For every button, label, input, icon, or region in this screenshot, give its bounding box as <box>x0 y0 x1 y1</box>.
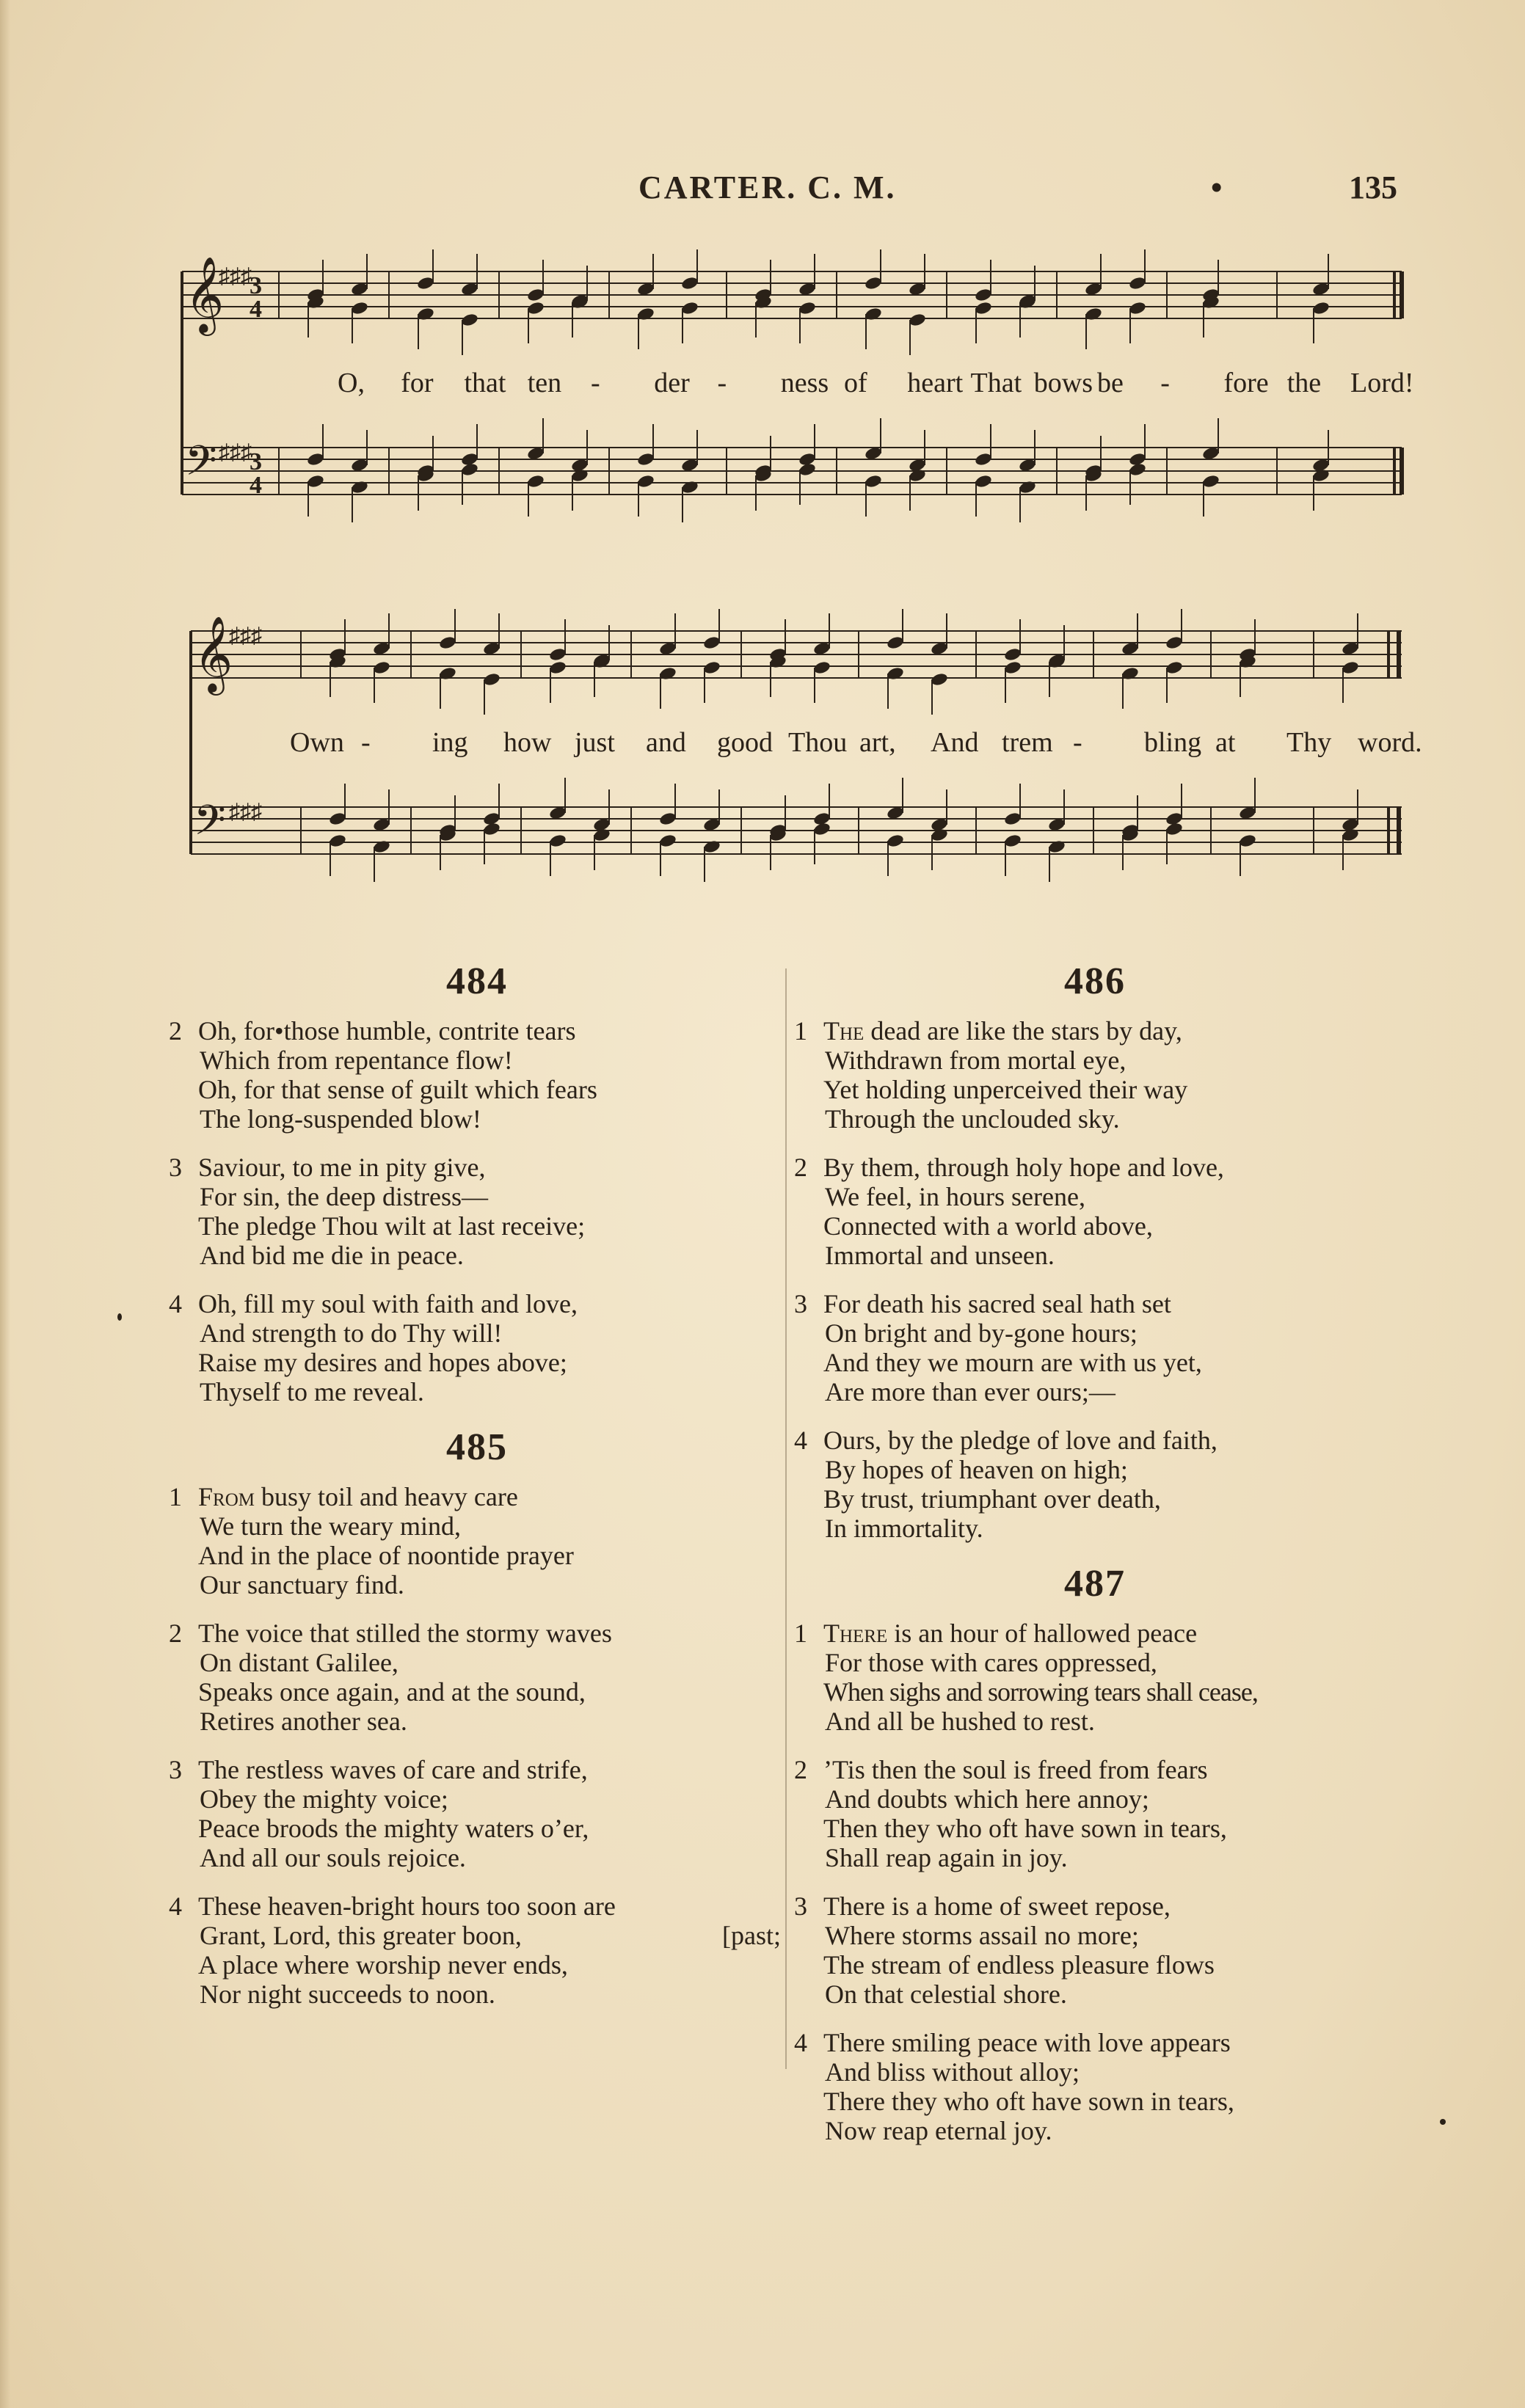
stanza-number: 3 <box>169 1755 182 1784</box>
note-head <box>658 833 677 849</box>
note-head <box>886 833 904 849</box>
stanza <box>169 1289 785 1407</box>
verse-line: busy toil and heavy care <box>254 1482 518 1511</box>
lyric-syllable: ing <box>432 727 468 758</box>
stanza <box>794 1016 1396 1134</box>
lyric-syllable: - <box>591 368 600 398</box>
verse-line: Connected with a world above, <box>823 1211 1153 1241</box>
tune-title: CARTER. C. M. <box>638 169 897 205</box>
verse-line: Where storms assail no more; <box>825 1921 1139 1950</box>
verse-line: Withdrawn from mortal eye, <box>825 1046 1127 1075</box>
verse-line: There is a home of sweet repose, <box>823 1891 1171 1921</box>
stanza <box>794 1426 1396 1543</box>
lyric-syllable: art, <box>859 727 896 758</box>
note-head <box>1003 811 1022 827</box>
note-head <box>1128 462 1146 478</box>
first-word: There <box>823 1619 888 1648</box>
lyric-syllable: - <box>717 368 727 398</box>
note-head <box>974 288 992 303</box>
stanza-number: 2 <box>169 1619 182 1648</box>
note-head <box>812 660 831 676</box>
note-head <box>1018 480 1036 495</box>
verse-line: For sin, the deep distress— <box>200 1182 488 1211</box>
bass-staff-2 <box>191 807 1402 854</box>
note-head <box>416 276 434 291</box>
stanza <box>794 1891 1396 2009</box>
note-head <box>636 307 655 322</box>
note-head <box>1311 468 1330 484</box>
verse-line: And bid me die in peace. <box>200 1241 464 1270</box>
verse-line: And doubts which here annoy; <box>825 1784 1149 1814</box>
note-head <box>702 660 721 676</box>
lyric-syllable: - <box>1160 368 1170 398</box>
verse-line: For death his sacred seal hath set <box>823 1289 1171 1318</box>
bass-clef-icon: 𝄢 <box>194 798 226 853</box>
verse-line: The long-suspended blow! <box>200 1104 481 1134</box>
lyric-syllable: at <box>1215 727 1236 758</box>
hymn-486 <box>794 960 1396 1543</box>
verse-line: On that celestial shore. <box>825 1980 1067 2009</box>
stanza-number: 1 <box>169 1482 182 1511</box>
note-head <box>702 635 721 651</box>
treble-clef-icon: 𝄞 <box>194 619 233 691</box>
treble-clef-icon: 𝄞 <box>185 259 225 332</box>
note-head <box>974 301 992 316</box>
music-system-1 <box>169 249 1414 565</box>
note-head <box>526 288 545 303</box>
lyric-syllable: - <box>361 727 371 758</box>
header-dot: • <box>1211 169 1223 205</box>
stanza-number: 2 <box>169 1016 182 1046</box>
verse-line: The restless waves of care and strife, <box>198 1755 588 1784</box>
verse-line: And in the place of noontide prayer <box>198 1541 574 1570</box>
stanza <box>169 1482 785 1599</box>
lyric-syllable: ness <box>780 368 829 398</box>
note-head <box>930 672 948 687</box>
stanza <box>169 1016 785 1134</box>
verse-line: We feel, in hours serene, <box>825 1182 1085 1211</box>
note-head <box>1003 660 1022 676</box>
note-head <box>526 474 545 489</box>
bass-clef-icon: 𝄢 <box>185 438 217 494</box>
lyric-syllable: that <box>464 368 506 398</box>
verse-line: Through the unclouded sky. <box>825 1104 1120 1134</box>
verse-line: For those with cares oppressed, <box>825 1648 1157 1677</box>
time-signature-bottom: 4 <box>250 296 262 323</box>
stanza <box>794 2028 1396 2145</box>
stanza-number: 2 <box>794 1153 807 1182</box>
hymn-number: 486 <box>1064 960 1126 1002</box>
stanza-number: 4 <box>794 1426 807 1455</box>
treble-staff-2 <box>191 631 1402 678</box>
note-head <box>482 672 501 687</box>
lyric-syllable: And <box>931 727 979 758</box>
stanza-number: 2 <box>794 1755 807 1784</box>
verse-line: There they who oft have sown in tears, <box>823 2087 1234 2116</box>
hymn-484 <box>169 960 785 1407</box>
hymn-number: 487 <box>1064 1563 1126 1605</box>
note-head <box>372 660 390 676</box>
note-head <box>636 452 655 467</box>
key-signature-sharps-icon: ♯♯♯ <box>219 440 252 464</box>
note-head <box>1165 635 1183 651</box>
note-head <box>460 462 478 478</box>
page-gutter-shadow <box>0 0 10 2408</box>
note-head <box>702 839 721 855</box>
note-head <box>908 313 926 328</box>
verse-line: Which from repentance flow! <box>200 1046 513 1075</box>
note-head <box>1165 660 1183 676</box>
lyric-syllable: der <box>654 368 690 398</box>
time-signature-bottom: 4 <box>250 472 262 499</box>
stanza <box>169 1153 785 1270</box>
note-head <box>1003 833 1022 849</box>
verse-line: Are more than ever ours;— <box>825 1377 1115 1407</box>
verse-line: Retires another sea. <box>200 1707 407 1736</box>
ink-speck <box>117 1313 122 1321</box>
note-head <box>306 474 324 489</box>
note-head <box>1047 839 1066 855</box>
stanza-number: 4 <box>169 1289 182 1318</box>
verse-line: By trust, triumphant over death, <box>823 1484 1161 1514</box>
stanza <box>794 1153 1396 1270</box>
lyric-syllable: That <box>970 368 1022 398</box>
stanza <box>794 1619 1396 1736</box>
note-head <box>548 660 567 676</box>
lyric-syllable: Thy <box>1286 727 1332 758</box>
verse-line: Now reap eternal joy. <box>825 2116 1052 2145</box>
note-head <box>1311 301 1330 316</box>
stanza <box>169 1619 785 1736</box>
verse-line: When sighs and sorrowing tears shall cease, <box>823 1677 1258 1707</box>
verse-line: is an hour of hallowed peace <box>887 1619 1198 1648</box>
verse-line: We turn the weary mind, <box>200 1511 461 1541</box>
lyric-syllable: O, <box>338 368 365 398</box>
note-head <box>1084 307 1102 322</box>
lyric-syllable: how <box>503 727 552 758</box>
verse-line: Ours, by the pledge of love and faith, <box>823 1426 1218 1455</box>
verse-line: On distant Galilee, <box>200 1648 398 1677</box>
verse-line: In immortality. <box>825 1514 983 1543</box>
note-head <box>526 301 545 316</box>
verse-line: ’Tis then the soul is freed from fears <box>823 1755 1208 1784</box>
note-head <box>798 301 816 316</box>
note-head <box>680 301 699 316</box>
lyric-syllable: be <box>1097 368 1124 398</box>
first-word: The <box>823 1016 865 1046</box>
hymn-487 <box>794 1562 1396 2145</box>
note-head <box>886 666 904 682</box>
stanza-number: 4 <box>169 1891 182 1921</box>
note-head <box>1128 276 1146 291</box>
stanza-number: 1 <box>794 1619 807 1648</box>
stanza <box>794 1289 1396 1407</box>
verse-line: Saviour, to me in pity give, <box>198 1153 486 1182</box>
note-head <box>306 452 324 467</box>
lyric-syllable: bows <box>1033 368 1093 398</box>
stanza-number: 3 <box>169 1153 182 1182</box>
key-signature-sharps-icon: ♯♯♯ <box>229 624 262 648</box>
note-head <box>658 811 677 827</box>
verse-line: The stream of endless pleasure flows <box>823 1950 1215 1980</box>
column-divider <box>785 968 787 2069</box>
verse-line: Thyself to me reveal. <box>200 1377 424 1407</box>
note-head <box>798 462 816 478</box>
lyric-syllable: fore <box>1223 368 1269 398</box>
lyric-syllable: ten <box>527 368 562 398</box>
lyric-syllable: just <box>575 727 615 758</box>
verse-line: Oh, for•those humble, contrite tears <box>198 1016 576 1046</box>
note-head <box>438 666 456 682</box>
lyric-syllable: of <box>844 368 867 398</box>
key-signature-sharps-icon: ♯♯♯ <box>229 800 262 824</box>
lyric-syllable: - <box>1073 727 1082 758</box>
verse-line: dead are like the stars by day, <box>864 1016 1182 1046</box>
note-head <box>1165 822 1183 837</box>
stanza-number: 3 <box>794 1891 807 1921</box>
verse-line: Oh, for that sense of guilt which fears <box>198 1075 597 1104</box>
note-head <box>328 833 346 849</box>
note-head <box>930 828 948 843</box>
hymn-number: 485 <box>446 1426 508 1468</box>
verse-line: Raise my desires and hopes above; <box>198 1348 567 1377</box>
music-staves-1 <box>169 249 1409 565</box>
verse-line: The voice that stilled the stormy waves <box>198 1619 612 1648</box>
verse-line: And they we mourn are with us yet, <box>823 1348 1202 1377</box>
hymn-485 <box>169 1426 785 2009</box>
note-head <box>658 666 677 682</box>
stanza-number: 1 <box>794 1016 807 1046</box>
verse-line: A place where worship never ends, <box>198 1950 568 1980</box>
note-head <box>1121 666 1139 682</box>
verse-line: Grant, Lord, this greater boon, <box>200 1921 522 1950</box>
verse-line: Speaks once again, and at the sound, <box>198 1677 586 1707</box>
note-head <box>886 635 904 651</box>
lyric-syllable: trem <box>1002 727 1053 758</box>
time-signature-top: 3 <box>250 272 262 299</box>
verse-line: Peace broods the mighty waters o’er, <box>198 1814 589 1843</box>
music-system-2 <box>169 609 1422 924</box>
verse-line: The pledge Thou wilt at last receive; <box>198 1211 586 1241</box>
note-head <box>680 276 699 291</box>
note-head <box>864 276 882 291</box>
verse-line: Then they who oft have sown in tears, <box>823 1814 1227 1843</box>
verse-line: Obey the mighty voice; <box>200 1784 448 1814</box>
lyric-syllable: and <box>646 727 686 758</box>
verse-line: Immortal and unseen. <box>825 1241 1055 1270</box>
verse-line: Yet holding unperceived their way <box>823 1075 1188 1104</box>
note-head <box>350 480 368 495</box>
note-head <box>438 635 456 651</box>
verse-line: Shall reap again in joy. <box>825 1843 1068 1872</box>
lyric-syllable: Lord! <box>1350 368 1414 398</box>
lyric-syllable: good <box>717 727 773 758</box>
page-number: 135 <box>1349 169 1397 205</box>
verse-line: And all be hushed to rest. <box>825 1707 1095 1736</box>
note-head <box>1341 660 1359 676</box>
lyric-syllable: for <box>401 368 434 398</box>
verse-line: By them, through holy hope and love, <box>823 1153 1224 1182</box>
note-head <box>328 811 346 827</box>
page-header <box>0 169 1525 213</box>
note-head <box>548 833 567 849</box>
verse-line: Nor night succeeds to noon. <box>200 1980 495 2009</box>
verse-line: And all our souls rejoice. <box>200 1843 466 1872</box>
note-head <box>680 480 699 495</box>
music-staves-2 <box>169 609 1409 924</box>
hymn-column-left <box>169 954 785 2028</box>
note-head <box>372 839 390 855</box>
lyric-syllable: word. <box>1358 727 1422 758</box>
verse-line: These heaven-bright hours too soon are <box>198 1891 616 1921</box>
verse-line: And strength to do Thy will! <box>200 1318 503 1348</box>
note-head <box>908 468 926 484</box>
note-head <box>1128 301 1146 316</box>
note-head <box>974 452 992 467</box>
lyric-syllable: Own <box>290 727 344 758</box>
stanza <box>169 1755 785 1872</box>
verse-line: There smiling peace with love appears <box>823 2028 1231 2057</box>
note-head <box>864 307 882 322</box>
note-head <box>1341 828 1359 843</box>
stanza <box>169 1891 785 2009</box>
stanza-number: 4 <box>794 2028 807 2057</box>
note-head <box>974 474 992 489</box>
stanza-number: 3 <box>794 1289 807 1318</box>
note-head <box>812 822 831 837</box>
note-head <box>1201 474 1220 489</box>
note-head <box>350 301 368 316</box>
note-head <box>1238 833 1256 849</box>
lyric-syllable: the <box>1286 368 1322 398</box>
verse-line: By hopes of heaven on high; <box>825 1455 1128 1484</box>
verse-line: Our sanctuary find. <box>200 1570 404 1599</box>
note-head <box>460 313 478 328</box>
note-head <box>592 828 611 843</box>
hymn-column-right <box>794 954 1396 2164</box>
turnover-bracket: [past; <box>722 1921 781 1950</box>
stanza <box>794 1755 1396 1872</box>
lyric-syllable: Thou <box>788 727 848 758</box>
note-head <box>864 474 882 489</box>
verse-line: And bliss without alloy; <box>825 2057 1080 2087</box>
verse-line: On bright and by-gone hours; <box>825 1318 1138 1348</box>
note-head <box>636 474 655 489</box>
lyric-syllable: bling <box>1144 727 1202 758</box>
note-head <box>1003 647 1022 663</box>
note-head <box>548 647 567 663</box>
note-head <box>482 822 501 837</box>
ink-speck <box>1440 2119 1446 2125</box>
time-signature-top: 3 <box>250 448 262 475</box>
key-signature-sharps-icon: ♯♯♯ <box>219 264 252 288</box>
first-word: From <box>198 1482 255 1511</box>
lyric-syllable: heart <box>907 368 964 398</box>
note-head <box>570 468 589 484</box>
verse-line: Oh, fill my soul with faith and love, <box>198 1289 578 1318</box>
note-head <box>416 307 434 322</box>
hymn-number: 484 <box>446 960 508 1002</box>
